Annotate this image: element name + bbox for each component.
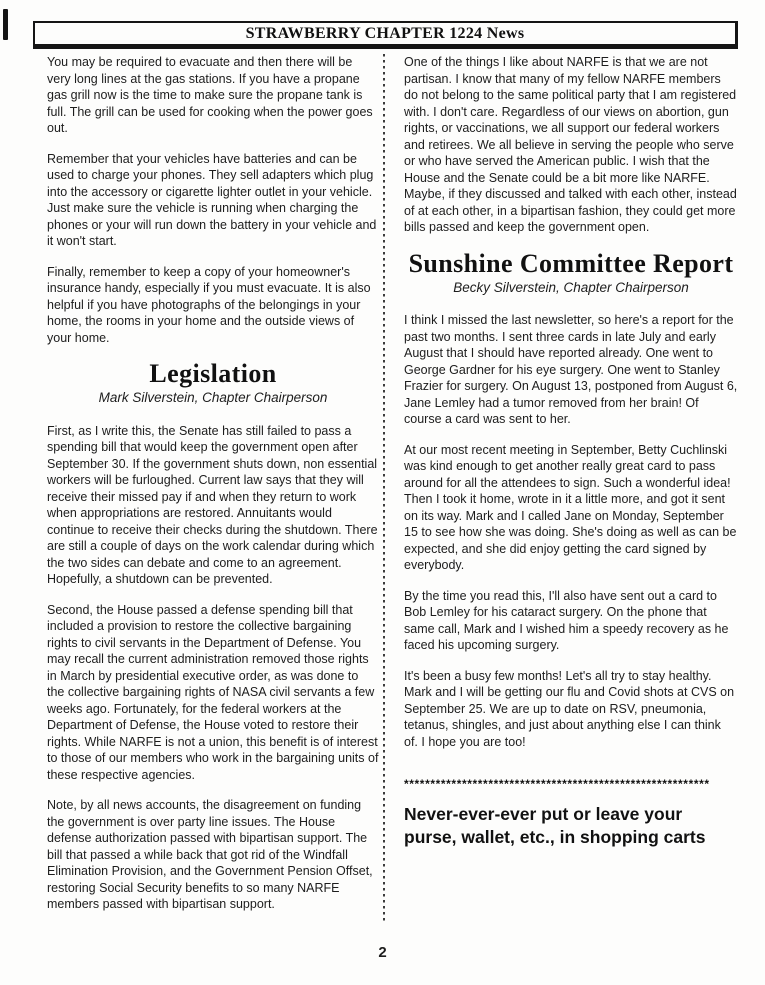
paragraph: One of the things I like about NARFE is that we are not partisan. I know that many of my fellow NARFE members do not belong to the same political party that I am registered with. I don't care. Regardless of our views on abortion, gun rights, or vaccinations, we all support our federal workers and retirees. We all believe in serving the people who serve or who have served the American public. I wish that the House and the Senate could be a bit more like NARFE. Maybe, if they discussed and talked with each other, instead of at each other, in a bipartisan fashion, they could get more bills passed and keep the government open. bbox=[404, 55, 737, 234]
paragraph: At our most recent meeting in September, Betty Cuchlinski was kind enough to get another really great card to pass around for all the attendees to sign. Such a wonderful idea! Then I took it home, wrote in it a little more, and got it sent on its way. Mark and I called Jane on Monday, September 15 to see how she was doing. She's doing as well as can be expected, and she did enjoy getting the card signed by everybody. bbox=[404, 442, 737, 572]
paragraph: By the time you read this, I'll also have sent out a card to Bob Lemley for his cataract surgery. On the phone that same call, Mark and I wished him a speedy recovery as he faced his upcoming surgery. bbox=[404, 588, 729, 652]
section-heading-sunshine: Sunshine Committee Report bbox=[408, 248, 734, 278]
byline-sunshine: Becky Silverstein, Chapter Chairperson bbox=[453, 279, 689, 295]
right-column bbox=[404, 54, 738, 849]
column-divider bbox=[383, 54, 385, 924]
paragraph: Finally, remember to keep a copy of your homeowner's insurance handy, especially if you must evacuate. It is also helpful if you have photographs of the belongings in your home, the rooms in your home and the outside views of your home. bbox=[47, 264, 371, 345]
paragraph: Second, the House passed a defense spending bill that included a provision to restore the collective bargaining rights to civil servants in the Department of Defense. You may recall the current administration removed those rights in March by presidential executive order, as was done to the collective bargaining rights of NASA civil servants a few weeks ago. Fortunately, for the federal workers at the Department of Defense, the House voted to restore their rights. While NARFE is not a union, this benefit is of interest to those of our members who work in the bargaining units of these respective agencies. bbox=[47, 602, 379, 782]
byline-legislation: Mark Silverstein, Chapter Chairperson bbox=[98, 390, 328, 405]
masthead-title: STRAWBERRY CHAPTER 1224 News bbox=[245, 25, 525, 42]
section-heading-legislation: Legislation bbox=[149, 359, 277, 388]
paragraph: First, as I write this, the Senate has still failed to pass a spending bill that would keep the government open after September 30. If the government shuts down, non essential workers will be furloughed. Current law says that they will receive their missed pay if and when they return to work when appropriations are restored. Annuitants would continue to receive their checks during the shutdown. There are still a couple of days on the work calendar during which the two sides can debate and come to an agreement. Hopefully, a shutdown can be prevented. bbox=[47, 423, 378, 586]
paragraph: Remember that your vehicles have batteries and can be used to charge your phones. They sell adapters which plug into the accessory or cigarette lighter outlet in your vehicle. Just make sure the vehicle is running when charging the phones or your will run down the battery in your vehicle and it won't start. bbox=[47, 151, 377, 248]
paragraph: It's been a busy few months! Let's all try to stay healthy. Mark and I will be getting our flu and Covid shots at CVS on September 25. We are up to date on RSV, pneumonia, tetanus, shingles, and just about anything else I can think of. I hope you are too! bbox=[404, 668, 735, 749]
paragraph: You may be required to evacuate and then there will be very long lines at the gas stations. If you have a propane gas grill now is the time to make sure the propane tank is full. The grill can be used for cooking when the power goes out. bbox=[47, 55, 373, 135]
left-column bbox=[47, 54, 379, 927]
scan-artifact bbox=[3, 9, 8, 40]
stars-divider: ********************************************************** bbox=[404, 777, 710, 791]
notice-text: Never-ever-ever put or leave your purse, wallet, etc., in shopping carts bbox=[404, 803, 706, 847]
page-number: 2 bbox=[378, 944, 387, 961]
paragraph: Note, by all news accounts, the disagreement on funding the government is over party line issues. The House defense authorization passed with bipartisan support. The bill that passed a while back that got rid of the Windfall Elimination Provision, and the Government Pension Offset, restoring Social Security benefits to so many NARFE members passed with bipartisan support. bbox=[47, 798, 373, 911]
masthead bbox=[33, 21, 738, 49]
paragraph: I think I missed the last newsletter, so here's a report for the past two months. I sent three cards in late July and early August that I should have reported already. One went to George Gardner for his eye surgery. One went to Stanley Frazier for surgery. On August 13, postponed from August 6, Jane Lemley had a tumor removed from her brain! Of course a card was sent to her. bbox=[404, 313, 738, 426]
